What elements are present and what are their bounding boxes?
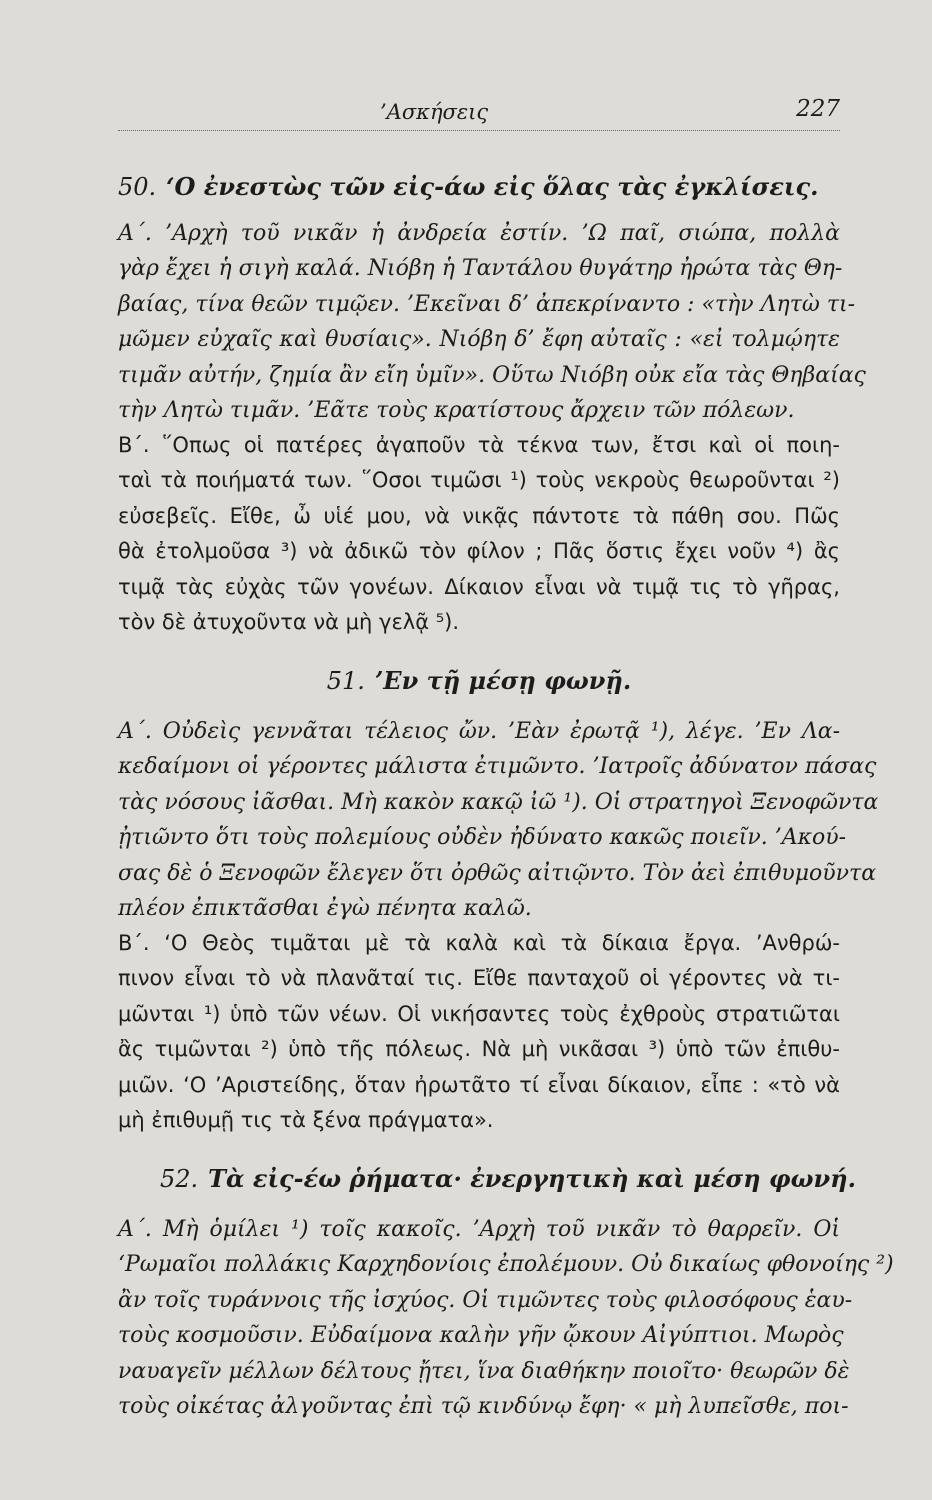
text-line: εὐσεβεῖς. Εἴθε, ὦ υἱέ μου, νὰ νικᾷς πάντοτε τὰ πάθη σου. Πῶς <box>118 503 840 528</box>
text-line: ‘Ρωμαῖοι πολλάκις Καρχηδονίοις ἐπολέμουν. Οὐ δικαίως φθονοίης ²) <box>118 1252 894 1278</box>
running-head <box>118 96 840 131</box>
exercise-paragraph <box>118 428 840 640</box>
text-line: ἂν τοῖς τυράννοις τῆς ἰσχύος. Οἱ τιμῶντες τοὺς φιλοσόφους ἑαυ- <box>118 1287 853 1313</box>
text-line: μὴ ἐπιθυμῇ τις τὰ ξένα πράγματα». <box>118 1107 494 1132</box>
section-heading-51 <box>118 666 840 695</box>
text-line: τὴν Λητὼ τιμᾶν. ’Εᾶτε τοὺς κρατίστους ἄρχειν τῶν πόλεων. <box>118 397 795 423</box>
text-line: Α΄. Μὴ ὁμίλει ¹) τοῖς κακοῖς. ’Αρχὴ τοῦ νικᾶν τὸ θαρρεῖν. Οἱ <box>118 1217 840 1242</box>
page-number: 227 <box>796 96 840 122</box>
section-title: ‘Ο ἐνεστὼς τῶν εἰς-άω εἰς ὅλας τὰς ἐγκλίσεις. <box>166 172 819 201</box>
section-number: 50. <box>118 173 157 201</box>
text-line: κεδαίμονι οἱ γέροντες μάλιστα ἐτιμῶντο. ’Ιατροῖς ἀδύνατον πάσας <box>118 754 877 780</box>
exercise-paragraph <box>118 714 879 926</box>
text-line: Α΄. Οὐδεὶς γεννᾶται τέλειος ὤν. ’Εὰν ἐρωτᾷ ¹), λέγε. ’Εν Λα- <box>118 719 840 744</box>
section-number: 51. <box>326 667 365 695</box>
text-line: μῶμεν εὐχαῖς καὶ θυσίαις». Νιόβη δ’ ἔφη αὐταῖς : «εἰ τολμῴητε <box>118 327 840 353</box>
text-line: πλέον ἐπικτᾶσθαι ἐγὼ πένητα καλῶ. <box>118 895 532 921</box>
text-line: γὰρ ἔχει ἡ σιγὴ καλά. Νιόβη ἡ Ταντάλου θυγάτηρ ἠρώτα τὰς Θη- <box>118 256 843 282</box>
text-line: τοὺς κοσμοῦσιν. Εὐδαίμονα καλὴν γῆν ᾤκουν Αἰγύπτιοι. Μωρὸς <box>118 1323 844 1349</box>
running-title: ’Ασκήσεις <box>380 100 489 124</box>
text-line: ναυαγεῖν μέλλων δέλτους ᾔτει, ἵνα διαθήκην ποιοῖτο· θεωρῶν δὲ <box>118 1358 850 1384</box>
section-heading-50 <box>118 172 840 201</box>
text-line: ἂς τιμῶνται ²) ὑπὸ τῆς πόλεως. Νὰ μὴ νικᾶσαι ³) ὑπὸ τῶν ἐπιθυ- <box>118 1037 840 1062</box>
text-line: Β΄. ῞Οπως οἱ πατέρες ἀγαποῦν τὰ τέκνα των, ἔτσι καὶ οἱ ποιη- <box>118 433 840 457</box>
text-line: τὸν δὲ ἀτυχοῦντα νὰ μὴ γελᾷ ⁵). <box>118 609 460 634</box>
text-line: μῶνται ¹) ὑπὸ τῶν νέων. Οἱ νικήσαντες τοὺς ἐχθροὺς στρατιῶται <box>118 1001 840 1026</box>
text-line: ταὶ τὰ ποιήματά των. ῞Οσοι τιμῶσι ¹) τοὺς νεκροὺς θεωροῦνται ²) <box>118 468 840 493</box>
text-line: τοὺς οἰκέτας ἀλγοῦντας ἐπὶ τῷ κινδύνῳ ἔφη· « μὴ λυπεῖσθε, ποι- <box>118 1393 849 1419</box>
text-line: πινον εἶναι τὸ νὰ πλανᾶταί τις. Εἴθε πανταχοῦ οἱ γέροντες νὰ τι- <box>118 966 840 991</box>
section-title: ’Εν τῇ μέσῃ φωνῇ. <box>374 666 632 695</box>
text-line: τὰς νόσους ἰᾶσθαι. Μὴ κακὸν κακῷ ἰῶ ¹). Οἱ στρατηγοὶ Ξενοφῶντα <box>118 789 879 815</box>
exercise-paragraph <box>118 926 840 1138</box>
exercise-paragraph <box>118 1212 894 1424</box>
text-line: μιῶν. ‘Ο ’Αριστείδης, ὅταν ἠρωτᾶτο τί εἶναι δίκαιον, εἶπε : «τὸ νὰ <box>118 1072 840 1097</box>
text-line: τιμᾶν αὐτήν, ζημία ἂν εἴη ὑμῖν». Οὕτω Νιόβη οὐκ εἴα τὰς Θηβαίας <box>118 362 866 388</box>
exercise-paragraph <box>118 216 866 428</box>
section-number: 52. <box>160 1165 199 1193</box>
text-line: βαίας, τίνα θεῶν τιμῷεν. ’Εκεῖναι δ’ ἀπεκρίναντο : «τὴν Λητὼ τι- <box>118 291 856 317</box>
section-heading-52 <box>160 1164 856 1193</box>
text-line: σας δὲ ὁ Ξενοφῶν ἔλεγεν ὅτι ὀρθῶς αἰτιῷντο. Τὸν ἀεὶ ἐπιθυμοῦντα <box>118 860 877 886</box>
text-line: τιμᾷ τὰς εὐχὰς τῶν γονέων. Δίκαιον εἶναι νὰ τιμᾷ τις τὸ γῆρας, <box>118 574 840 599</box>
section-title: Τὰ εἰς-έω ῥήματα· ἐνεργητικὴ καὶ μέση φωνή. <box>208 1164 856 1193</box>
text-line: Α΄. ’Αρχὴ τοῦ νικᾶν ἡ ἀνδρεία ἐστίν. ’Ω παῖ, σιώπα, πολλὰ <box>118 221 840 246</box>
text-line: θὰ ἐτολμοῦσα ³) νὰ ἀδικῶ τὸν φίλον ; Πᾶς ὅστις ἔχει νοῦν ⁴) ἂς <box>118 539 840 564</box>
text-line: Β΄. ‘Ο Θεὸς τιμᾶται μὲ τὰ καλὰ καὶ τὰ δίκαια ἔργα. ’Ανθρώ- <box>118 931 840 955</box>
text-line: ᾐτιῶντο ὅτι τοὺς πολεμίους οὐδὲν ἠδύνατο κακῶς ποιεῖν. ’Ακού- <box>118 825 847 851</box>
